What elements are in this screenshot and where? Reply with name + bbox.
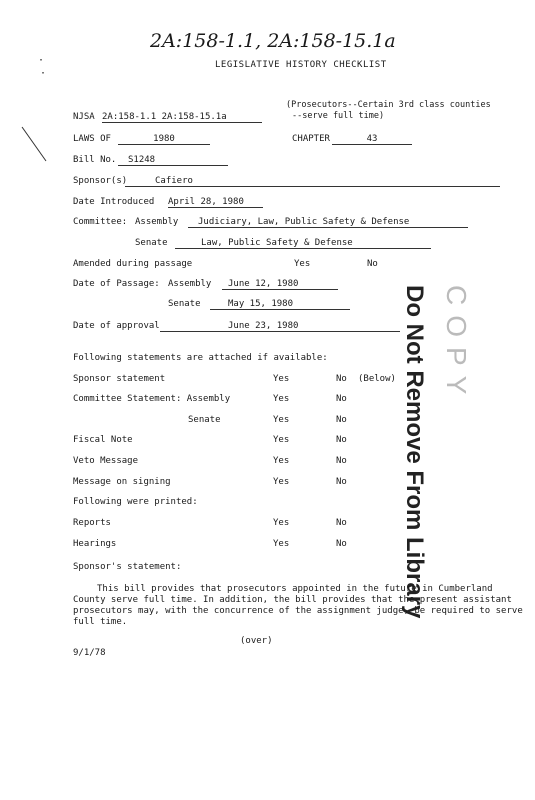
statement-sponsor-extra: (Below) xyxy=(358,374,396,384)
chapter-label: CHAPTER xyxy=(292,134,330,144)
over-note: (over) xyxy=(240,636,273,646)
bill-no-label: Bill No. xyxy=(73,155,117,165)
committee-assembly-label: Assembly xyxy=(135,217,179,227)
date-introduced-label: Date Introduced xyxy=(73,197,155,207)
statement-committee-assembly-label: Committee Statement: Assembly xyxy=(73,394,231,404)
sponsor-statement-line: County serve full time. In addition, the bill provides that the present assistant xyxy=(73,595,512,605)
statement-sponsor-label: Sponsor statement xyxy=(73,374,166,384)
stamp-ghost-text: COPY xyxy=(441,285,472,405)
page-title: LEGISLATIVE HISTORY CHECKLIST xyxy=(215,60,387,70)
statement-veto-no: No xyxy=(336,456,347,466)
chapter-value: 43 xyxy=(332,134,412,145)
sponsors-value: Cafiero xyxy=(125,176,500,187)
footer-code: 9/1/78 xyxy=(73,648,106,658)
sponsors-label: Sponsor(s) xyxy=(73,176,128,186)
statement-committee-senate-yes: Yes xyxy=(273,415,290,425)
printed-heading: Following were printed: xyxy=(73,497,198,507)
printed-reports-label: Reports xyxy=(73,518,111,528)
laws-of-value: 1980 xyxy=(118,134,210,145)
note-line-2: --serve full time) xyxy=(292,111,385,121)
statement-signing-yes: Yes xyxy=(273,477,290,487)
stray-pen-line xyxy=(20,125,50,165)
passage-label: Date of Passage: xyxy=(73,279,160,289)
statement-fiscal-note-label: Fiscal Note xyxy=(73,435,133,445)
stray-mark: · xyxy=(38,55,45,66)
sponsor-statement-line: This bill provides that prosecutors appointed in the future in Cumberland xyxy=(97,584,493,594)
bill-no-value: S1248 xyxy=(118,155,228,166)
statement-committee-senate-label: Senate xyxy=(188,415,221,425)
sponsor-statement-line: prosecutors may, with the concurrence of the assignment judge, be required to serve xyxy=(73,606,523,616)
statement-veto-yes: Yes xyxy=(273,456,290,466)
committee-label: Committee: xyxy=(73,217,128,227)
statement-fiscal-note-yes: Yes xyxy=(273,435,290,445)
laws-of-label: LAWS OF xyxy=(73,134,111,144)
passage-assembly-value: June 12, 1980 xyxy=(222,279,338,290)
passage-senate-label: Senate xyxy=(168,299,201,309)
statement-sponsor-yes: Yes xyxy=(273,374,290,384)
passage-senate-value: May 15, 1980 xyxy=(210,299,350,310)
printed-reports-yes: Yes xyxy=(273,518,290,528)
statement-committee-senate-no: No xyxy=(336,415,347,425)
amended-label: Amended during passage xyxy=(73,259,193,269)
statement-veto-label: Veto Message xyxy=(73,456,139,466)
committee-senate-label: Senate xyxy=(135,238,168,248)
approval-value: June 23, 1980 xyxy=(160,321,400,332)
note-line-1: (Prosecutors--Certain 3rd class counties xyxy=(286,100,491,110)
amended-no: No xyxy=(367,259,378,269)
sponsor-statement-heading: Sponsor's statement: xyxy=(73,562,182,572)
printed-reports-no: No xyxy=(336,518,347,528)
statement-fiscal-note-no: No xyxy=(336,435,347,445)
handwritten-citation: 2A:158-1.1, 2A:158-15.1a xyxy=(150,30,396,52)
sponsor-statement-line: full time. xyxy=(73,617,128,627)
amended-yes: Yes xyxy=(294,259,311,269)
njsa-value: 2A:158-1.1 2A:158-15.1a xyxy=(102,112,262,123)
committee-assembly-value: Judiciary, Law, Public Safety & Defense xyxy=(188,217,468,228)
library-stamp xyxy=(380,275,480,619)
statement-committee-assembly-yes: Yes xyxy=(273,394,290,404)
statement-signing-no: No xyxy=(336,477,347,487)
approval-label: Date of approval xyxy=(73,321,160,331)
stray-mark: · xyxy=(40,68,47,79)
committee-senate-value: Law, Public Safety & Defense xyxy=(175,238,431,249)
njsa-label: NJSA xyxy=(73,112,95,122)
statement-signing-label: Message on signing xyxy=(73,477,171,487)
passage-assembly-label: Assembly xyxy=(168,279,212,289)
statements-heading: Following statements are attached if available: xyxy=(73,353,328,363)
printed-hearings-yes: Yes xyxy=(273,539,290,549)
statement-committee-assembly-no: No xyxy=(336,394,347,404)
printed-hearings-label: Hearings xyxy=(73,539,117,549)
printed-hearings-no: No xyxy=(336,539,347,549)
statement-sponsor-no: No xyxy=(336,374,347,384)
stamp-text: Do Not Remove From Library xyxy=(401,285,428,619)
date-introduced-value: April 28, 1980 xyxy=(168,197,263,208)
